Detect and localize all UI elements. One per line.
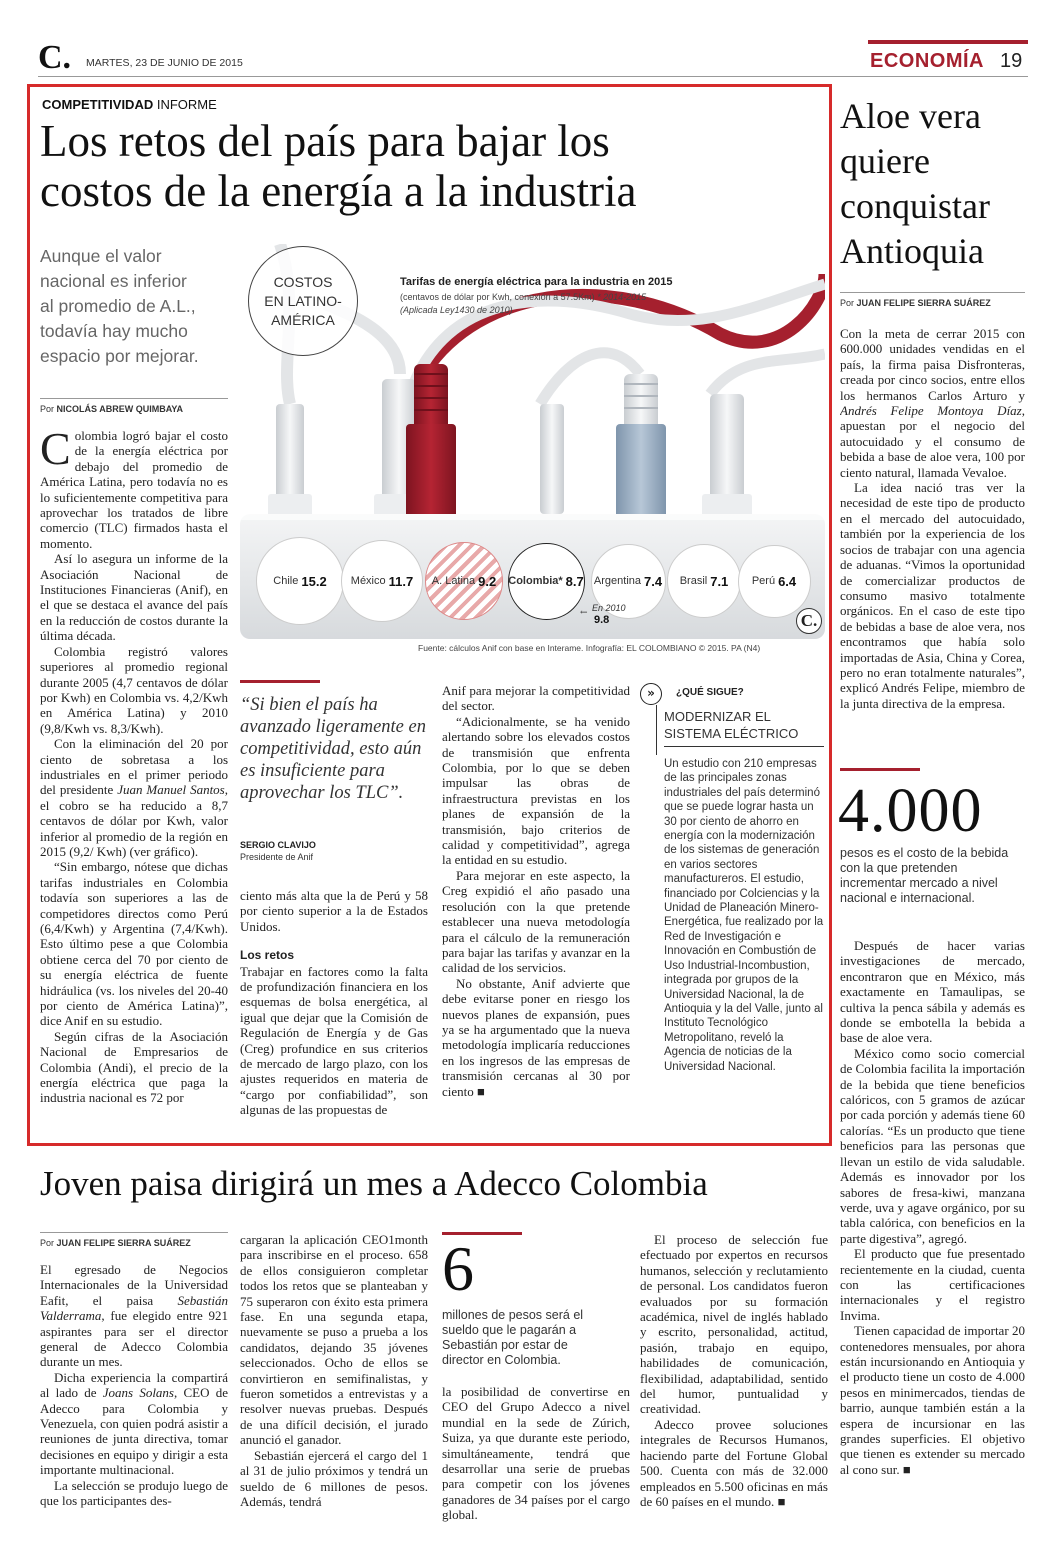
dropcap: C — [40, 428, 71, 474]
bottom-big-number-text: millones de pesos será el sueldo que le pagarán a Sebastián por estar de director en Colombia. — [442, 1308, 584, 1367]
chart-category-label: Brasil — [679, 575, 708, 587]
sidebar-big-number: 4.000 — [838, 777, 983, 845]
main-headline-line-2: costos de la energía a la industria — [40, 166, 637, 216]
plug-icon — [702, 394, 752, 524]
chart-bubble — [738, 545, 811, 618]
main-column-2 — [240, 888, 428, 1140]
plug-icon — [540, 404, 564, 514]
pull-quote: “Si bien el país ha avanzado ligeramente en competitividad, esto aún es insuficiente para aprovechar los TLC”. — [240, 695, 426, 803]
bottom-column-4 — [640, 1232, 828, 1524]
chart-category-label: Perú — [751, 575, 776, 587]
quote-author: SERGIO CLAVIJO — [240, 840, 316, 850]
plug-icon — [268, 404, 312, 524]
paragraph: Colombia registró valores superiores al promedio regional durante 2005 (4,7 centavos de dólar por Kwh) en Colombia vs. 4,2/Kwh en América Latina) y 2010 (9,8/Kwh vs. 8,3/Kwh). — [40, 643, 228, 736]
infographic — [240, 244, 825, 664]
end-mark: ■ — [777, 1493, 786, 1509]
logo-mark: C. — [796, 608, 822, 634]
paragraph: El proceso de selección fue efectuado por expertos en recursos humanos, selección y reclutamiento de personal. Los candidatos fueron evaluados por su formación académica, nivel de inglés hablado y escrito, personalidad, actitud, pasión, trabajo en equipo, habilidades de comunicación, flexibilidad, adaptabilidad, sentido del humor, puntualidad y creatividad. — [640, 1232, 828, 1417]
paragraph: México como socio comercial de Colombia facilita la importación de la bebida que tiene beneficios calóricos, con 5 gramos de azúcar por cada porción y además tiene 60 calorías. “Es un producto que tiene beneficios para las personas que llevan un estilo de vida saludable. Además es innovador por los sabores de fresa-kiwi, manzana verde, uva y agave orgánico, por su tabla calórica, con beneficios en la parte digestiva”, agregó. — [840, 1045, 1025, 1246]
main-byline — [40, 398, 228, 414]
bottom-column-3 — [442, 1384, 630, 1524]
sidebar-number-rule — [840, 768, 920, 771]
annotation-label: En 2010 — [592, 603, 626, 613]
page-number: 19 — [1000, 50, 1023, 72]
bottom-big-number: 6 — [442, 1233, 474, 1304]
paragraph: Adecco provee soluciones integrales de Recursos Humanos, haciendo parte del Fortune Global 500. Cuenta con más de 32.000 empleados en 5.500 oficinas en más de 60 países en el mundo. ■ — [640, 1416, 828, 1509]
paragraph: “Adicionalmente, se ha venido alertando sobre los elevados costos de transmisión que enfrenta Colombia, por lo que se deben impulsar las obras de infraestructura previstas en los planes de expansión de la transmisión, bajo criterios de calidad y competitividad”, agrega la entidad en su estudio. — [442, 713, 630, 868]
kicker-light: INFORME — [156, 97, 217, 112]
byline-prefix: Por — [40, 404, 55, 414]
paragraph: Así lo asegura un informe de la Asociación Nacional de Instituciones Financieras (Anif), en el que se destaca el avance del país en la reducción de costos durante la última década. — [40, 551, 228, 644]
chart-subtitle: (centavos de dólar por Kwh, conexión a 57.5Km) * 2014-2015 — [400, 292, 647, 302]
chart-category-label: Colombia* — [508, 575, 563, 587]
paragraph: Tienen capacidad de importar 20 contenedores mensuales, por ahora están incursionando en Antioquia y el producto tiene un costo de 4.000 pesos en minimercados, tiendas de barrio, aunque también están a la espera de incursionar en las grandes superficies. El objetivo que tienen es extender su mercado al cono sur. ■ — [840, 1323, 1025, 1477]
sidebar-byline: Por JUAN FELIPE SIERRA SUÁREZ — [840, 292, 1025, 308]
bottom-column-2 — [240, 1232, 428, 1524]
chart-value-label: 7.1 — [710, 573, 729, 589]
kicker-bold: COMPETITIVIDAD — [42, 97, 154, 112]
bottom-byline: Por JUAN FELIPE SIERRA SUÁREZ — [40, 1232, 228, 1248]
chart-bubble — [425, 542, 503, 620]
paragraph: ciento más alta que la de Perú y 58 por ciento superior a la de Estados Unidos. — [240, 888, 428, 934]
paragraph: Con la meta de cerrar 2015 con 600.000 unidades vendidas en el país, la firma paisa Disfronteras, creada por cinco socios, entre ellos los hermanos Carlos Arturo y Andrés Felipe Montoya Díaz, apuestan por el negocio del autocuidado y el consumo de bebida a base de aloe vera, 100 por ciento natural, llamada Vevaloe. — [840, 326, 1025, 480]
subhead-line: nacional es inferior — [40, 271, 187, 291]
chart-bubble — [341, 540, 423, 622]
sidebar-headline: Aloe vera quiere conquistar Antioquia — [840, 96, 990, 271]
bottom-column-1 — [40, 1262, 228, 1524]
paragraph: Trabajar en factores como la falta de profundización financiera en los esquemas de bolsa energética, al igual que dejar que la Comisión de Regulación de Energía y de Gas (Creg) profundice en sus criterios de mercado de largo plazo, con los ajustes requeridos en materia de “cargo por confiabilidad”, son algunas de las propuestas de — [240, 963, 428, 1118]
paragraph: Después de hacer varias investigaciones de mercado, encontraron que en México, más exactamente en Tamaulipas, se cultiva la penca sábila y además es donde se embotella la bebida a base de aloe vera. — [840, 938, 1025, 1046]
quote-role: Presidente de Anif — [240, 852, 314, 862]
end-mark: ■ — [477, 1083, 485, 1099]
subhead-line: todavía hay mucho — [40, 321, 188, 341]
annotation-value: 9.8 — [594, 614, 610, 626]
subhead-line: Aunque el valor — [40, 246, 162, 266]
paragraph: Dicha experiencia la compartirá al lado de Joans Solans, CEO de Adecco para Colombia y Venezuela, con quien podrá asistir a reuniones de junta directiva, tomar decisiones en equipo y dirigir a esta importante multinacional. — [40, 1369, 228, 1478]
paragraph: El egresado de Negocios Internacionales de la Universidad Eafit, el paisa Sebastián Valderrama, fue elegido entre 921 aspirantes para ser el director general de Adecco Colombia durante un mes. — [40, 1262, 228, 1370]
paragraph: cargaran la aplicación CEO1month para inscribirse en el proceso. 658 de ellos consiguieron completar todos los retos que se planteaban y 75 superaron con éxito esta primera fase. En una segunda etapa, nuevamente se puso a prueba a los candidatos, dejando 35 jóvenes seleccionados. Ocho de ellos se convirtieron en semifinalistas, y fueron sometidos a entrevistas y a resolver nuevas pruebas. Después de una difícil decisión, el jurado anunció el ganador. — [240, 1232, 428, 1448]
paragraph: Según cifras de la Asociación Nacional de Empresarios de Colombia (Andi), el precio de la energía eléctrica que paga la industria nacional es 72 por — [40, 1028, 228, 1106]
infographic-badge: COSTOS EN LATINO- AMÉRICA — [248, 246, 358, 356]
paragraph: Anif para mejorar la competitividad del sector. — [442, 683, 630, 714]
chart-bubble — [667, 544, 741, 618]
chart-bubble — [508, 543, 585, 620]
subhead-line: al promedio de A.L., — [40, 296, 196, 316]
paragraph: La selección se produjo luego de que los participantes des- — [40, 1477, 228, 1509]
chart-category-label: México — [350, 575, 386, 587]
chart-bubble — [256, 537, 344, 625]
paragraph: El producto que fue presentado recientemente en la ciudad, cuenta con las certificaciones internacionales y el registro Invima. — [840, 1246, 1025, 1323]
sidebar-column-bottom — [840, 938, 1025, 1504]
annotation-arrow-icon: ← — [580, 608, 588, 618]
chart-value-label: 8.7 — [565, 573, 584, 589]
sidebar-big-number-text: pesos es el costo de la bebida con la que pretenden incrementar mercado a nivel nacional e internacional. — [840, 846, 1009, 905]
chart-title: Tarifas de energía eléctrica para la industria en 2015 — [400, 276, 673, 288]
section-tab — [868, 40, 1028, 44]
subhead-line: espacio por mejorar. — [40, 346, 199, 366]
subhead — [40, 244, 240, 369]
kicker — [42, 97, 217, 112]
que-sigue-box — [640, 683, 825, 1138]
cable-icon — [710, 354, 825, 394]
section-subhead: Los retos — [240, 948, 295, 963]
paragraph: La idea nació tras ver la necesidad de este tipo de producto en el mercado del autocuidado, también por la experiencia de los socios de trabajar con una agencia de aduanas. “Vimos la oportunidad de comercializar productos de consumo masivo totalmente orgánicos. En el caso de este tipo de bebidas a base de aloe vera, nos encontramos que había solo importadas de Asia, China y Corea, pero no eran totalmente naturales”, explicó Andrés Felipe, miembro de la junta directiva de la empresa. — [840, 480, 1025, 711]
paragraph: “Sin embargo, nótese que dichas tarifas industriales en Colombia todavía son superiores a las de competidores directos como Perú (6,4/Kwh) y Argentina (7,4/Kwh). Esto último pese a que Colombia obtiene cerca del 70 por ciento de su energía eléctrica de fuente hidráulica (vs. los niveles del 20-40 por ciento de América Latina)”, dice Anif en su estudio. — [40, 859, 228, 1029]
chart-value-label: 6.4 — [778, 573, 797, 589]
chart-subtitle-2: (Aplicada Ley1430 de 2010) — [400, 305, 513, 315]
chart-category-label: A. Latina — [431, 575, 476, 587]
quote-rule — [240, 680, 320, 683]
chart-value-label: 15.2 — [301, 573, 327, 589]
chart-value-label: 11.7 — [388, 573, 414, 589]
logo: C. — [38, 39, 72, 76]
chart-category-label: Chile — [273, 575, 299, 587]
bottom-headline: Joven paisa dirigirá un mes a Adecco Colombia — [40, 1164, 708, 1203]
main-column-1 — [40, 428, 228, 1140]
main-column-3 — [442, 683, 630, 1138]
plug-icon — [616, 374, 666, 519]
issue-date: MARTES, 23 DE JUNIO DE 2015 — [86, 57, 243, 69]
chart-value-label: 7.4 — [644, 573, 663, 589]
header-rule — [38, 76, 1028, 77]
paragraph: Sebastián ejercerá el cargo del 1 al 31 de julio próximos y tendrá un sueldo de 6 millones de pesos. Además, tendrá — [240, 1447, 428, 1509]
section-name: ECONOMÍA — [870, 50, 984, 72]
paragraph: Con la eliminación del 20 por ciento de sobretasa a los industriales en el primer periodo del presidente Juan Manuel Santos, el cobro se ha reducido a 8,7 centavos de dólar por Kwh, valor inferior al promedio de la región en 2015 (9,2/ Kwh) (ver gráfico). — [40, 736, 228, 859]
main-headline — [40, 116, 820, 216]
que-sigue-label: ¿QUÉ SIGUE? — [676, 687, 744, 698]
paragraph: olombia logró bajar el costo de la energía eléctrica por debajo del promedio de América Latina, pero todavía no es lo suficientemente competitiva para aprovechar los tratados de libre comercio (TLC) firmados hasta el momento. — [40, 428, 228, 551]
paragraph: No obstante, Anif advierte que debe evitarse poner en riesgo los nuevos planes de expansión, pues ya se ha argumentado que la nueva metodología implicaría reducciones en los ingresos de las empresas de transmisión cercanas al 30 por ciento ■ — [442, 975, 630, 1099]
paragraph: la posibilidad de convertirse en CEO del Grupo Adecco a nivel mundial en la sede de Zúrich, Suiza, ya que durante este periodo, simultáneamente, tendrá que desarrollar una serie de pruebas para competir con los jóvenes ganadores de 34 países por el cargo global. — [442, 1384, 630, 1523]
chart-category-label: Argentina — [593, 575, 641, 587]
page-header — [38, 40, 1028, 78]
chart-value-label: 9.2 — [478, 573, 497, 589]
double-arrow-icon: » — [640, 683, 662, 705]
chart-source: Fuente: cálculos Anif con base en Interame. Infografía: EL COLOMBIANO © 2015. PA (N4) — [418, 643, 761, 653]
end-mark: ■ — [902, 1461, 911, 1477]
que-sigue-title: MODERNIZAR EL SISTEMA ELÉCTRICO — [664, 708, 824, 747]
paragraph: Para mejorar en este aspecto, la Creg expidió el año pasado una resolución con la que pretende establecer una nueva metodología para el cálculo de la remuneración para bajar las tarifas y avanzar en la calidad de los servicios. — [442, 867, 630, 976]
sidebar-column-top — [840, 326, 1025, 746]
main-headline-line-1: Los retos del país para bajar los — [40, 116, 610, 166]
byline-name: NICOLÁS ABREW QUIMBAYA — [56, 404, 184, 414]
que-sigue-text: Un estudio con 210 empresas de las principales zonas industriales del país determinó que se puede lograr hasta un 30 por ciento de ahorro en energía con la modernización de los sistemas de generación en varios sectores manufactureros. El estudio, financiado por Colciencias y la Unidad de Planeación Minero-Energética, fue realizado por la Red de Investigación e Innovación en Combustión de Uso Industrial-Incombustion, integrada por grupos de la Universidad Nacional, la de Antioquia y la del Valle, junto al Instituto Tecnológico Metropolitano, reveló la Agencia de noticias de la Universidad Nacional. — [664, 758, 824, 1073]
